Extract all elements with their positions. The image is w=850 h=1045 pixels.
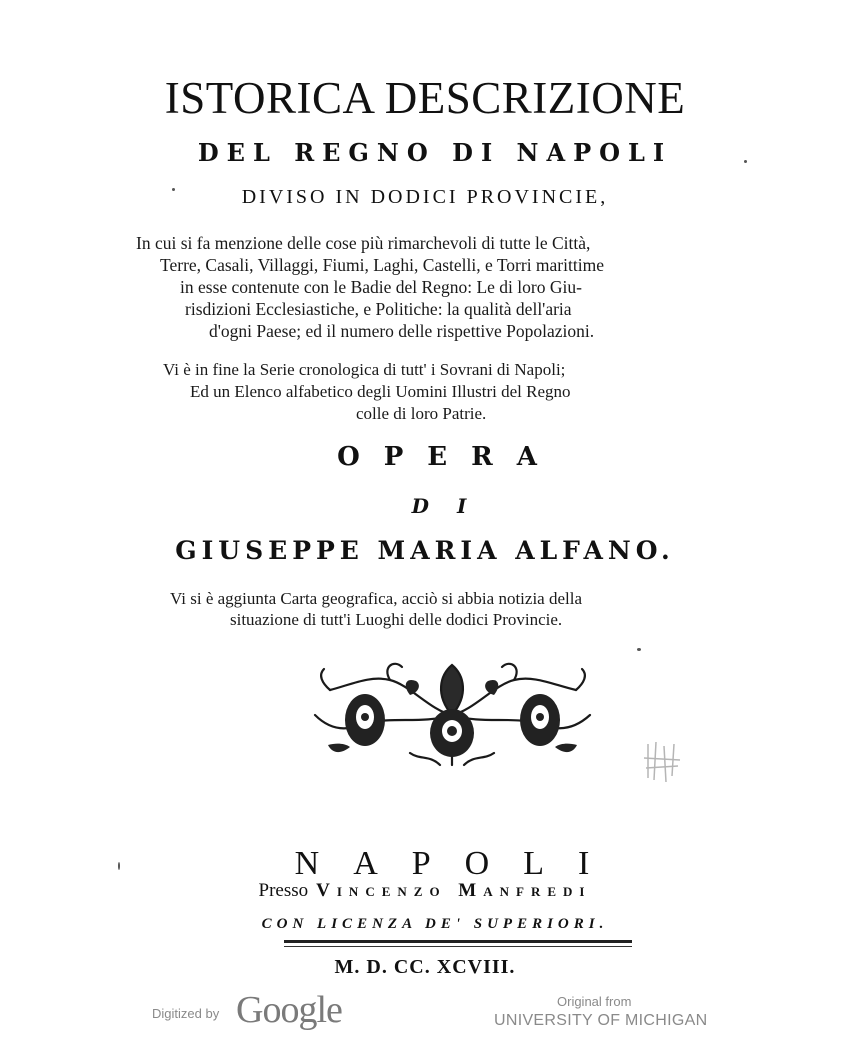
description-line: Terre, Casali, Villaggi, Fiumi, Laghi, Castelli, e Torri marittime	[160, 255, 604, 275]
paper-speck	[172, 188, 175, 191]
library-stamp-icon	[640, 738, 688, 786]
original-from-label: Original from	[557, 994, 632, 1009]
book-subtitle-secondary: DIVISO IN DODICI PROVINCIE,	[241, 186, 609, 208]
opera-heading: OPERA	[337, 442, 561, 472]
addition-note-line: Vi si è aggiunta Carta geografica, acciò si abbia notizia della	[170, 589, 583, 608]
institution-name: UNIVERSITY OF MICHIGAN	[494, 1012, 708, 1029]
printer-name: Vincenzo Manfredi	[316, 880, 592, 901]
book-subtitle: DEL REGNO DI NAPOLI	[197, 138, 673, 167]
book-title: ISTORICA DESCRIZIONE	[164, 73, 686, 123]
di-heading: DI	[411, 494, 495, 518]
description-line: in esse contenute con le Badie del Regno: Le di loro Giu-	[180, 277, 582, 297]
series-note-line: colle di loro Patrie.	[356, 404, 487, 423]
description-line: d'ogni Paese; ed il numero delle rispettive Popolazioni.	[209, 321, 595, 341]
addition-note-line: situazione di tutt'i Luoghi delle dodici Provincie.	[230, 610, 563, 629]
publication-year: M. D. CC. XCVIII.	[334, 956, 516, 978]
description-line: risdizioni Ecclesiastiche, e Politiche: la qualità dell'aria	[185, 299, 572, 319]
google-logo: Google	[236, 989, 342, 1031]
license-line: CON LICENZA DE' SUPERIORI.	[261, 916, 609, 932]
paper-speck	[118, 862, 120, 870]
imprint-city: NAPOLI	[294, 845, 624, 882]
series-note-line: Vi è in fine la Serie cronologica di tutt' i Sovrani di Napoli;	[163, 360, 566, 379]
series-note-line: Ed un Elenco alfabetico degli Uomini Illustri del Regno	[190, 382, 571, 401]
press-label: Presso	[258, 880, 309, 901]
digitized-by-label: Digitized by	[152, 1006, 220, 1021]
author-name: GIUSEPPE MARIA ALFANO.	[175, 536, 675, 565]
imprint-press	[0, 880, 850, 902]
divider-thin	[284, 946, 632, 947]
divider-thick	[284, 940, 632, 943]
floral-ornament-icon	[310, 655, 595, 775]
description-line: In cui si fa menzione delle cose più rimarchevoli di tutte le Città,	[136, 233, 591, 253]
paper-speck	[744, 160, 747, 163]
paper-speck	[637, 648, 641, 651]
